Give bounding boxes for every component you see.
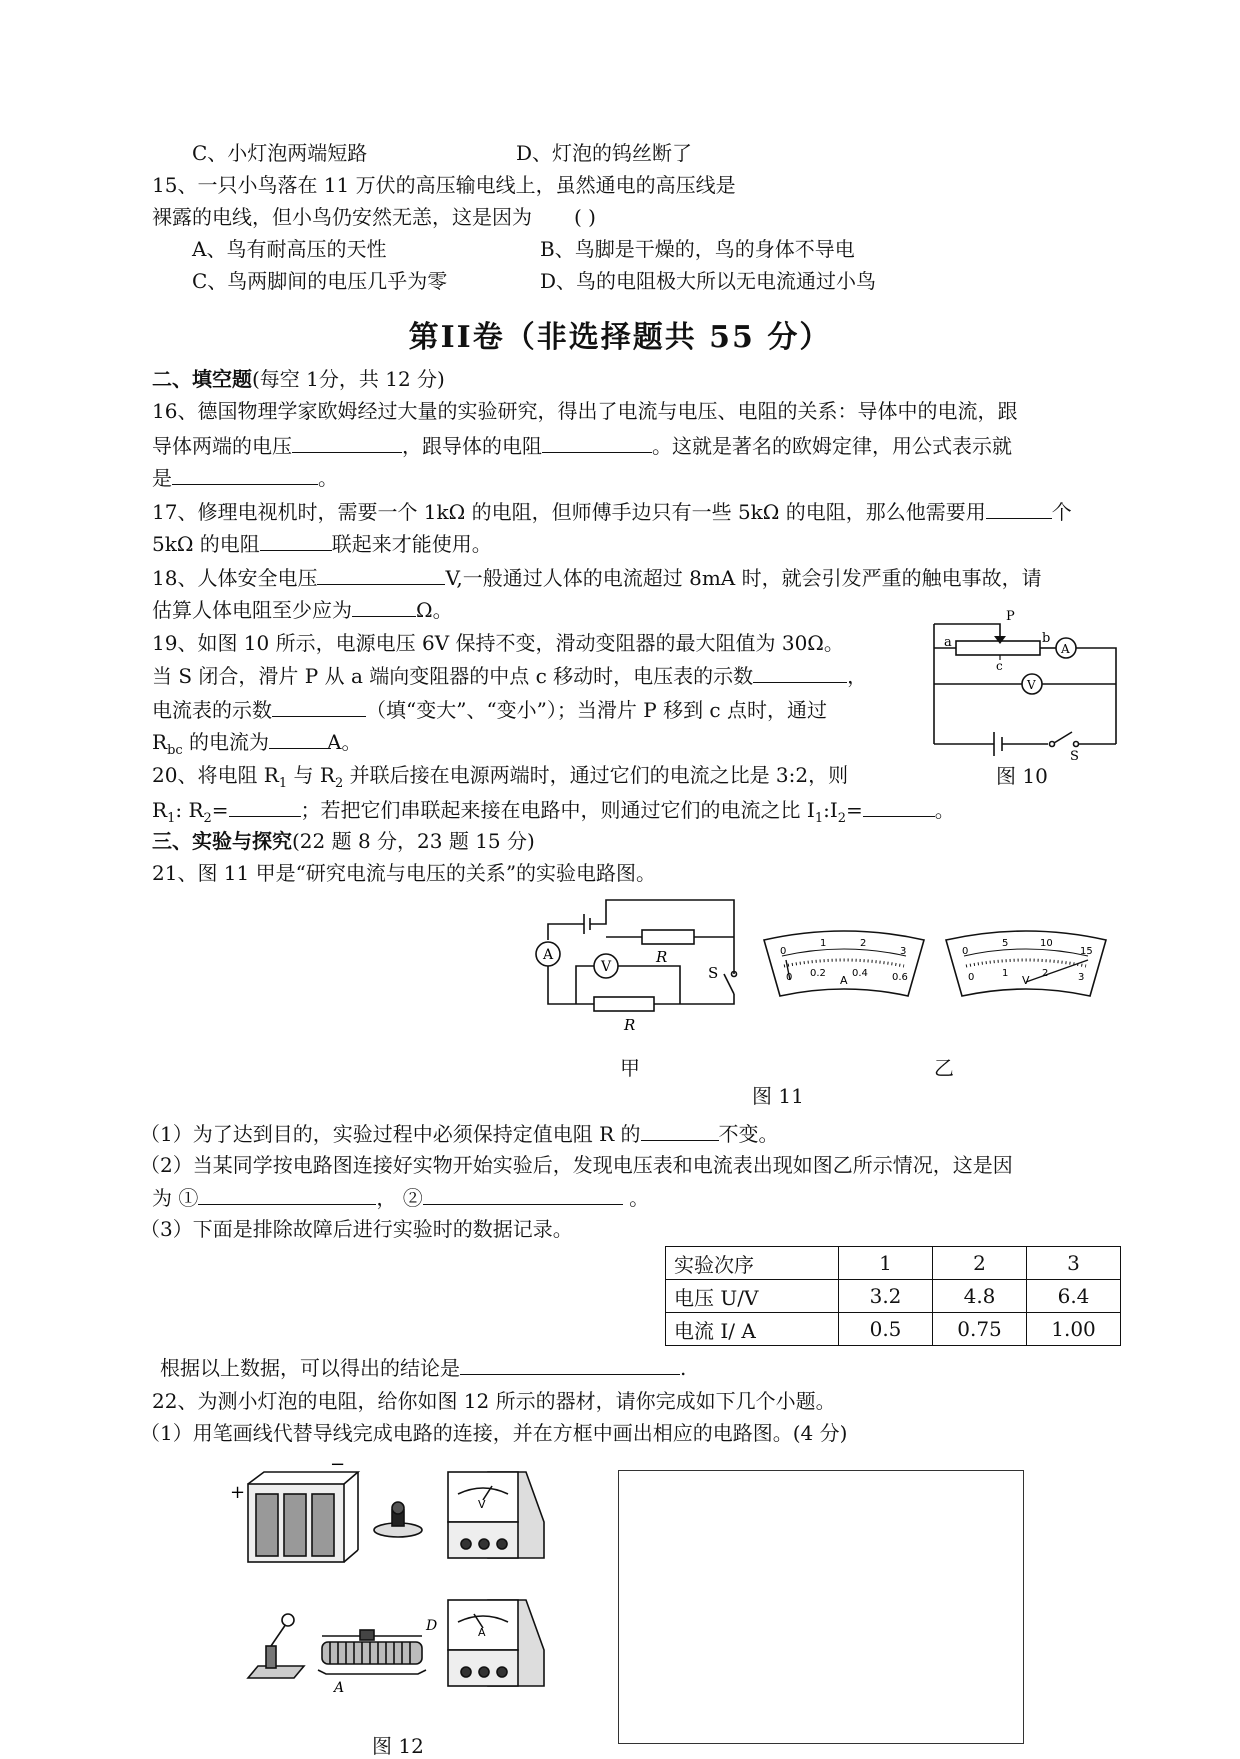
q19-line3: 电流表的示数 （填“变大”、“变小”）；当滑片 P 移到 c 点时，通过 (152, 698, 827, 722)
table-cell: 0.5 (839, 1313, 933, 1346)
circuit-drawing-box[interactable] (618, 1470, 1024, 1744)
table-row (666, 1280, 1121, 1313)
answer-blank[interactable] (460, 1354, 680, 1375)
voltmeter-top-0: 0 (962, 946, 969, 957)
ammeter-unit: A (840, 974, 848, 987)
ammeter-top-0: 0 (780, 946, 787, 957)
q16-line1: 16、德国物理学家欧姆经过大量的实验研究，得出了电流与电压、电阻的关系：导体中的电流，跟 (152, 399, 1018, 423)
q19-line2: 当 S 闭合，滑片 P 从 a 端向变阻器的中点 c 移动时，电压表的示数 ， (152, 664, 868, 688)
answer-blank[interactable] (641, 1120, 719, 1141)
q21-sub2-blanks: 为 ① ， ② 。 (152, 1186, 650, 1210)
ammeter-top-1: 1 (820, 938, 827, 949)
answer-blank[interactable] (986, 498, 1052, 519)
table-header-cell: 1 (839, 1247, 933, 1280)
voltmeter-symbol: V (478, 1498, 486, 1511)
switch-icon (374, 1502, 422, 1537)
q21-sub2: （2）当某同学按电路图连接好实物开始实验后，发现电压表和电流表出现如图乙所示情况，这是因 (140, 1153, 1013, 1177)
q19-line1: 19、如图 10 所示，电源电压 6V 保持不变，滑动变阻器的最大阻值为 30Ω。 (152, 631, 844, 655)
label-p: P (1006, 609, 1015, 624)
answer-blank[interactable] (198, 1184, 376, 1205)
ammeter-symbol: A (478, 1626, 486, 1639)
q20-line2: $R_1$: $R_2=$ ；若把它们串联起来接在电路中，则通过它们的电流之比 $I_1:I_2=$ 。 (152, 798, 955, 826)
table-header-cell: 2 (933, 1247, 1027, 1280)
q17-line2: 5kΩ 的电阻 联起来才能使用。 (152, 532, 492, 556)
table-cell: 0.75 (933, 1313, 1027, 1346)
voltmeter-dial (942, 930, 1110, 1000)
rheostat-icon (318, 1630, 426, 1674)
battery-icon (248, 1472, 358, 1562)
ammeter-label: A (543, 947, 554, 963)
q16-line3: 是 。 (152, 466, 338, 490)
voltmeter-bottom-1: 1 (1002, 968, 1009, 979)
q14-option-c: C、小灯泡两端短路 (192, 141, 368, 165)
q22-sub1: （1）用笔画线代替导线完成电路的连接，并在方框中画出相应的电路图。(4 分) (140, 1421, 848, 1445)
ammeter-bottom-3: 0.6 (892, 972, 908, 983)
figure-12-caption: 图 12 (372, 1734, 424, 1758)
answer-blank[interactable] (753, 662, 847, 683)
bulb-icon (248, 1614, 304, 1678)
answer-blank[interactable] (863, 796, 935, 817)
resistor-r-label: R (656, 948, 668, 966)
label-a: a (944, 635, 952, 650)
table-row (666, 1313, 1121, 1346)
table-cell: 6.4 (1027, 1280, 1121, 1313)
q18-line1: 18、人体安全电压 V,一般通过人体的电流超过 8mA 时，就会引发严重的触电事故，请 (152, 566, 1042, 590)
part2-title: 第II卷（非选择题共 55 分） (408, 320, 832, 355)
ammeter-top-2: 2 (860, 938, 867, 949)
voltmeter-top-15: 15 (1080, 946, 1093, 957)
voltmeter-top-5: 5 (1002, 938, 1009, 949)
answer-blank[interactable] (269, 728, 327, 749)
q22-line1: 22、为测小灯泡的电阻，给你如图 12 所示的器材，请你完成如下几个小题。 (152, 1389, 836, 1413)
voltmeter-label: V (1027, 678, 1036, 692)
rheostat-a-label: A (334, 1680, 345, 1696)
table-cell: 电流 I/ A (666, 1313, 839, 1346)
ammeter-label: A (1061, 642, 1070, 656)
voltmeter-top-10: 10 (1040, 938, 1053, 949)
q21-conclusion: 根据以上数据，可以得出的结论是 . (160, 1356, 687, 1380)
q14-option-d: D、灯泡的钨丝断了 (516, 141, 693, 165)
figure-11-jia: 甲 (620, 1056, 640, 1080)
q20-line1: 20、将电阻 $R_1$ 与 $R_2$ 并联后接在电源两端时，通过它们的电流之比是 3:2，则 (152, 763, 849, 791)
battery-plus: + (230, 1482, 246, 1503)
q15-option-d: D、鸟的电阻极大所以无电流通过小鸟 (540, 269, 877, 293)
answer-blank[interactable] (542, 432, 652, 453)
figure-11-caption: 图 11 (752, 1084, 804, 1108)
switch-label: S (708, 964, 719, 982)
voltmeter-unit: V (1022, 974, 1030, 987)
table-cell: 3.2 (839, 1280, 933, 1313)
answer-blank[interactable] (292, 432, 402, 453)
label-b: b (1042, 631, 1051, 646)
q15-stem-line2: 裸露的电线，但小鸟仍安然无恙，这是因为 ( ) (152, 205, 596, 229)
answer-blank[interactable] (229, 796, 301, 817)
q18-line2: 估算人体电阻至少应为 Ω。 (152, 598, 453, 622)
table-header-row (666, 1247, 1121, 1280)
rheostat-d-label: D (426, 1618, 438, 1634)
figure-10-circuit (920, 604, 1130, 764)
label-c: c (996, 659, 1003, 673)
voltmeter-bottom-0: 0 (968, 972, 975, 983)
ammeter-dial (760, 930, 928, 1000)
resistor-r2-label: R (624, 1016, 636, 1034)
answer-paren: ( ) (574, 205, 596, 229)
ammeter-top-3: 3 (900, 946, 907, 957)
table-header-cell: 实验次序 (666, 1247, 839, 1280)
voltmeter-icon (448, 1472, 544, 1558)
voltmeter-label: V (601, 959, 612, 975)
figure-11-yi: 乙 (934, 1056, 954, 1080)
q15-option-a: A、鸟有耐高压的天性 (192, 237, 387, 261)
ammeter-bottom-2: 0.4 (852, 968, 868, 979)
answer-blank[interactable] (272, 696, 366, 717)
answer-blank[interactable] (352, 596, 416, 617)
q17-line1: 17、修理电视机时，需要一个 1kΩ 的电阻，但师傅手边只有一些 5kΩ 的电阻，那么他需要用 个 (152, 500, 1072, 524)
answer-blank[interactable] (260, 530, 332, 551)
q15-option-c: C、鸟两脚间的电压几乎为零 (192, 269, 448, 293)
table-cell: 电压 U/V (666, 1280, 839, 1313)
figure-11-circuit (520, 894, 746, 1034)
table-cell: 4.8 (933, 1280, 1027, 1313)
q15-option-b: B、鸟脚是干燥的，鸟的身体不导电 (540, 237, 855, 261)
section2-heading: 二、填空题(每空 1分，共 12 分) (152, 367, 445, 391)
battery-minus: − (330, 1454, 346, 1475)
table-cell: 1.00 (1027, 1313, 1121, 1346)
voltmeter-bottom-3: 3 (1078, 972, 1085, 983)
q21-line1: 21、图 11 甲是“研究电流与电压的关系”的实验电路图。 (152, 861, 657, 885)
voltmeter-bottom-2: 2 (1042, 968, 1049, 979)
data-table (665, 1246, 1121, 1346)
q16-line2: 导体两端的电压 ，跟导体的电阻 。这就是著名的欧姆定律，用公式表示就 (152, 434, 1012, 458)
ammeter-bottom-1: 0.2 (810, 968, 826, 979)
ammeter-icon (448, 1600, 544, 1686)
figure-10-caption: 图 10 (996, 764, 1048, 788)
answer-blank[interactable] (423, 1184, 623, 1205)
q15-stem-line1: 15、一只小鸟落在 11 万伏的高压输电线上，虽然通电的高压线是 (152, 173, 736, 197)
switch-label: S (1070, 749, 1079, 764)
ammeter-bottom-0: 0 (786, 972, 793, 983)
figure-12-apparatus (226, 1454, 596, 1730)
answer-blank[interactable] (172, 464, 318, 485)
q21-sub1: （1）为了达到目的，实验过程中必须保持定值电阻 R 的 不变。 (140, 1122, 779, 1146)
section3-heading: 三、实验与探究(22 题 8 分，23 题 15 分) (152, 829, 535, 853)
answer-blank[interactable] (317, 564, 445, 585)
q19-line4: $R_{bc}$ 的电流为 A。 (152, 730, 362, 758)
q21-sub3: （3）下面是排除故障后进行实验时的数据记录。 (140, 1217, 573, 1241)
table-header-cell: 3 (1027, 1247, 1121, 1280)
